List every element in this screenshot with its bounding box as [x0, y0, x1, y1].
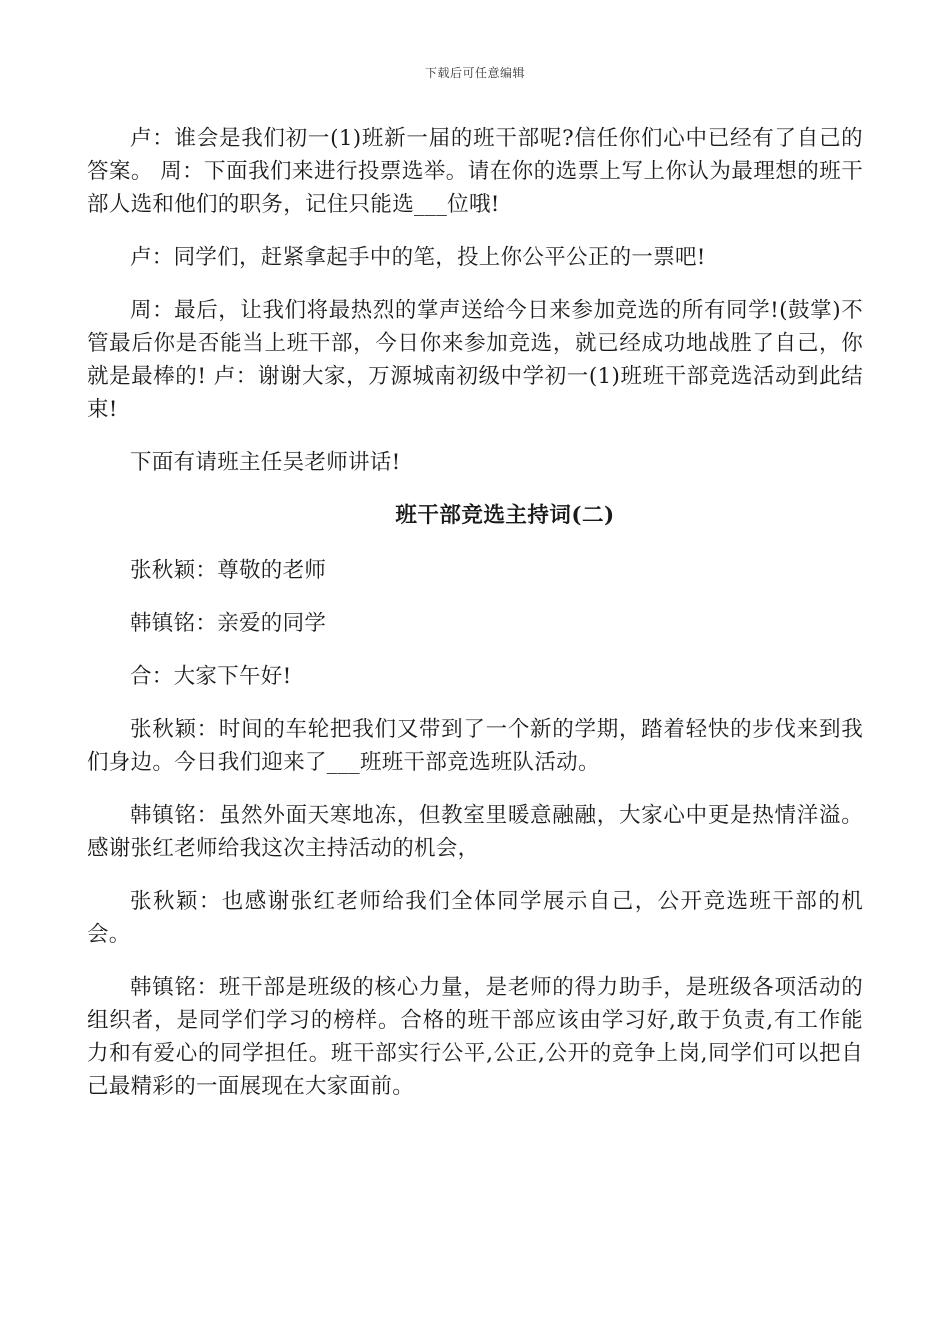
page-header-note: 下载后可任意编辑 [424, 66, 525, 80]
paragraph: 张秋颖：尊敬的老师 [130, 558, 327, 583]
paragraph: 下面有请班主任吴老师讲话! [130, 450, 401, 475]
document-body [87, 122, 863, 1123]
paragraph: 张秋颖：也感谢张红老师给我们全体同学展示自己，公开竞选班干部的机会。 [87, 889, 863, 947]
paragraph: 合：大家下午好! [130, 664, 292, 689]
paragraph: 韩镇铭：班干部是班级的核心力量，是老师的得力助手，是班级各项活动的组织者，是同学们学习的榜样。合格的班干部应该由学习好,敢于负责,有工作能力和有爱心的同学担任。班干部实行公平,公正,公开的竞争上岗,同学们可以把自己最精彩的一面展现在大家面前。 [87, 975, 863, 1099]
paragraph: 周：最后，让我们将最热烈的掌声送给今日来参加竞选的所有同学!(鼓掌)不管最后你是否能当上班干部，今日你来参加竞选，就已经成功地战胜了自己，你就是最棒的! 卢：谢谢大家，万源城南初级中学初一(1)班班干部竞选活动到此结束! [87, 298, 863, 422]
paragraph: 卢：谁会是我们初一(1)班新一届的班干部呢?信任你们心中已经有了自己的答案。 周：下面我们来进行投票选举。请在你的选票上写上你认为最理想的班干部人选和他们的职务，记住只能选___位哦! [87, 126, 863, 217]
paragraph: 张秋颖：时间的车轮把我们又带到了一个新的学期，踏着轻快的步伐来到我们身边。今日我们迎来了___班班干部竞选班队活动。 [87, 717, 863, 775]
paragraph: 韩镇铭：虽然外面天寒地冻，但教室里暖意融融，大家心中更是热情洋溢。感谢张红老师给我这次主持活动的机会， [87, 803, 863, 861]
paragraph: 卢：同学们，赶紧拿起手中的笔，投上你公平公正的一票吧! [130, 245, 706, 270]
paragraph: 韩镇铭：亲爱的同学 [130, 611, 327, 636]
section-title: 班干部竞选主持词(二) [395, 503, 615, 528]
